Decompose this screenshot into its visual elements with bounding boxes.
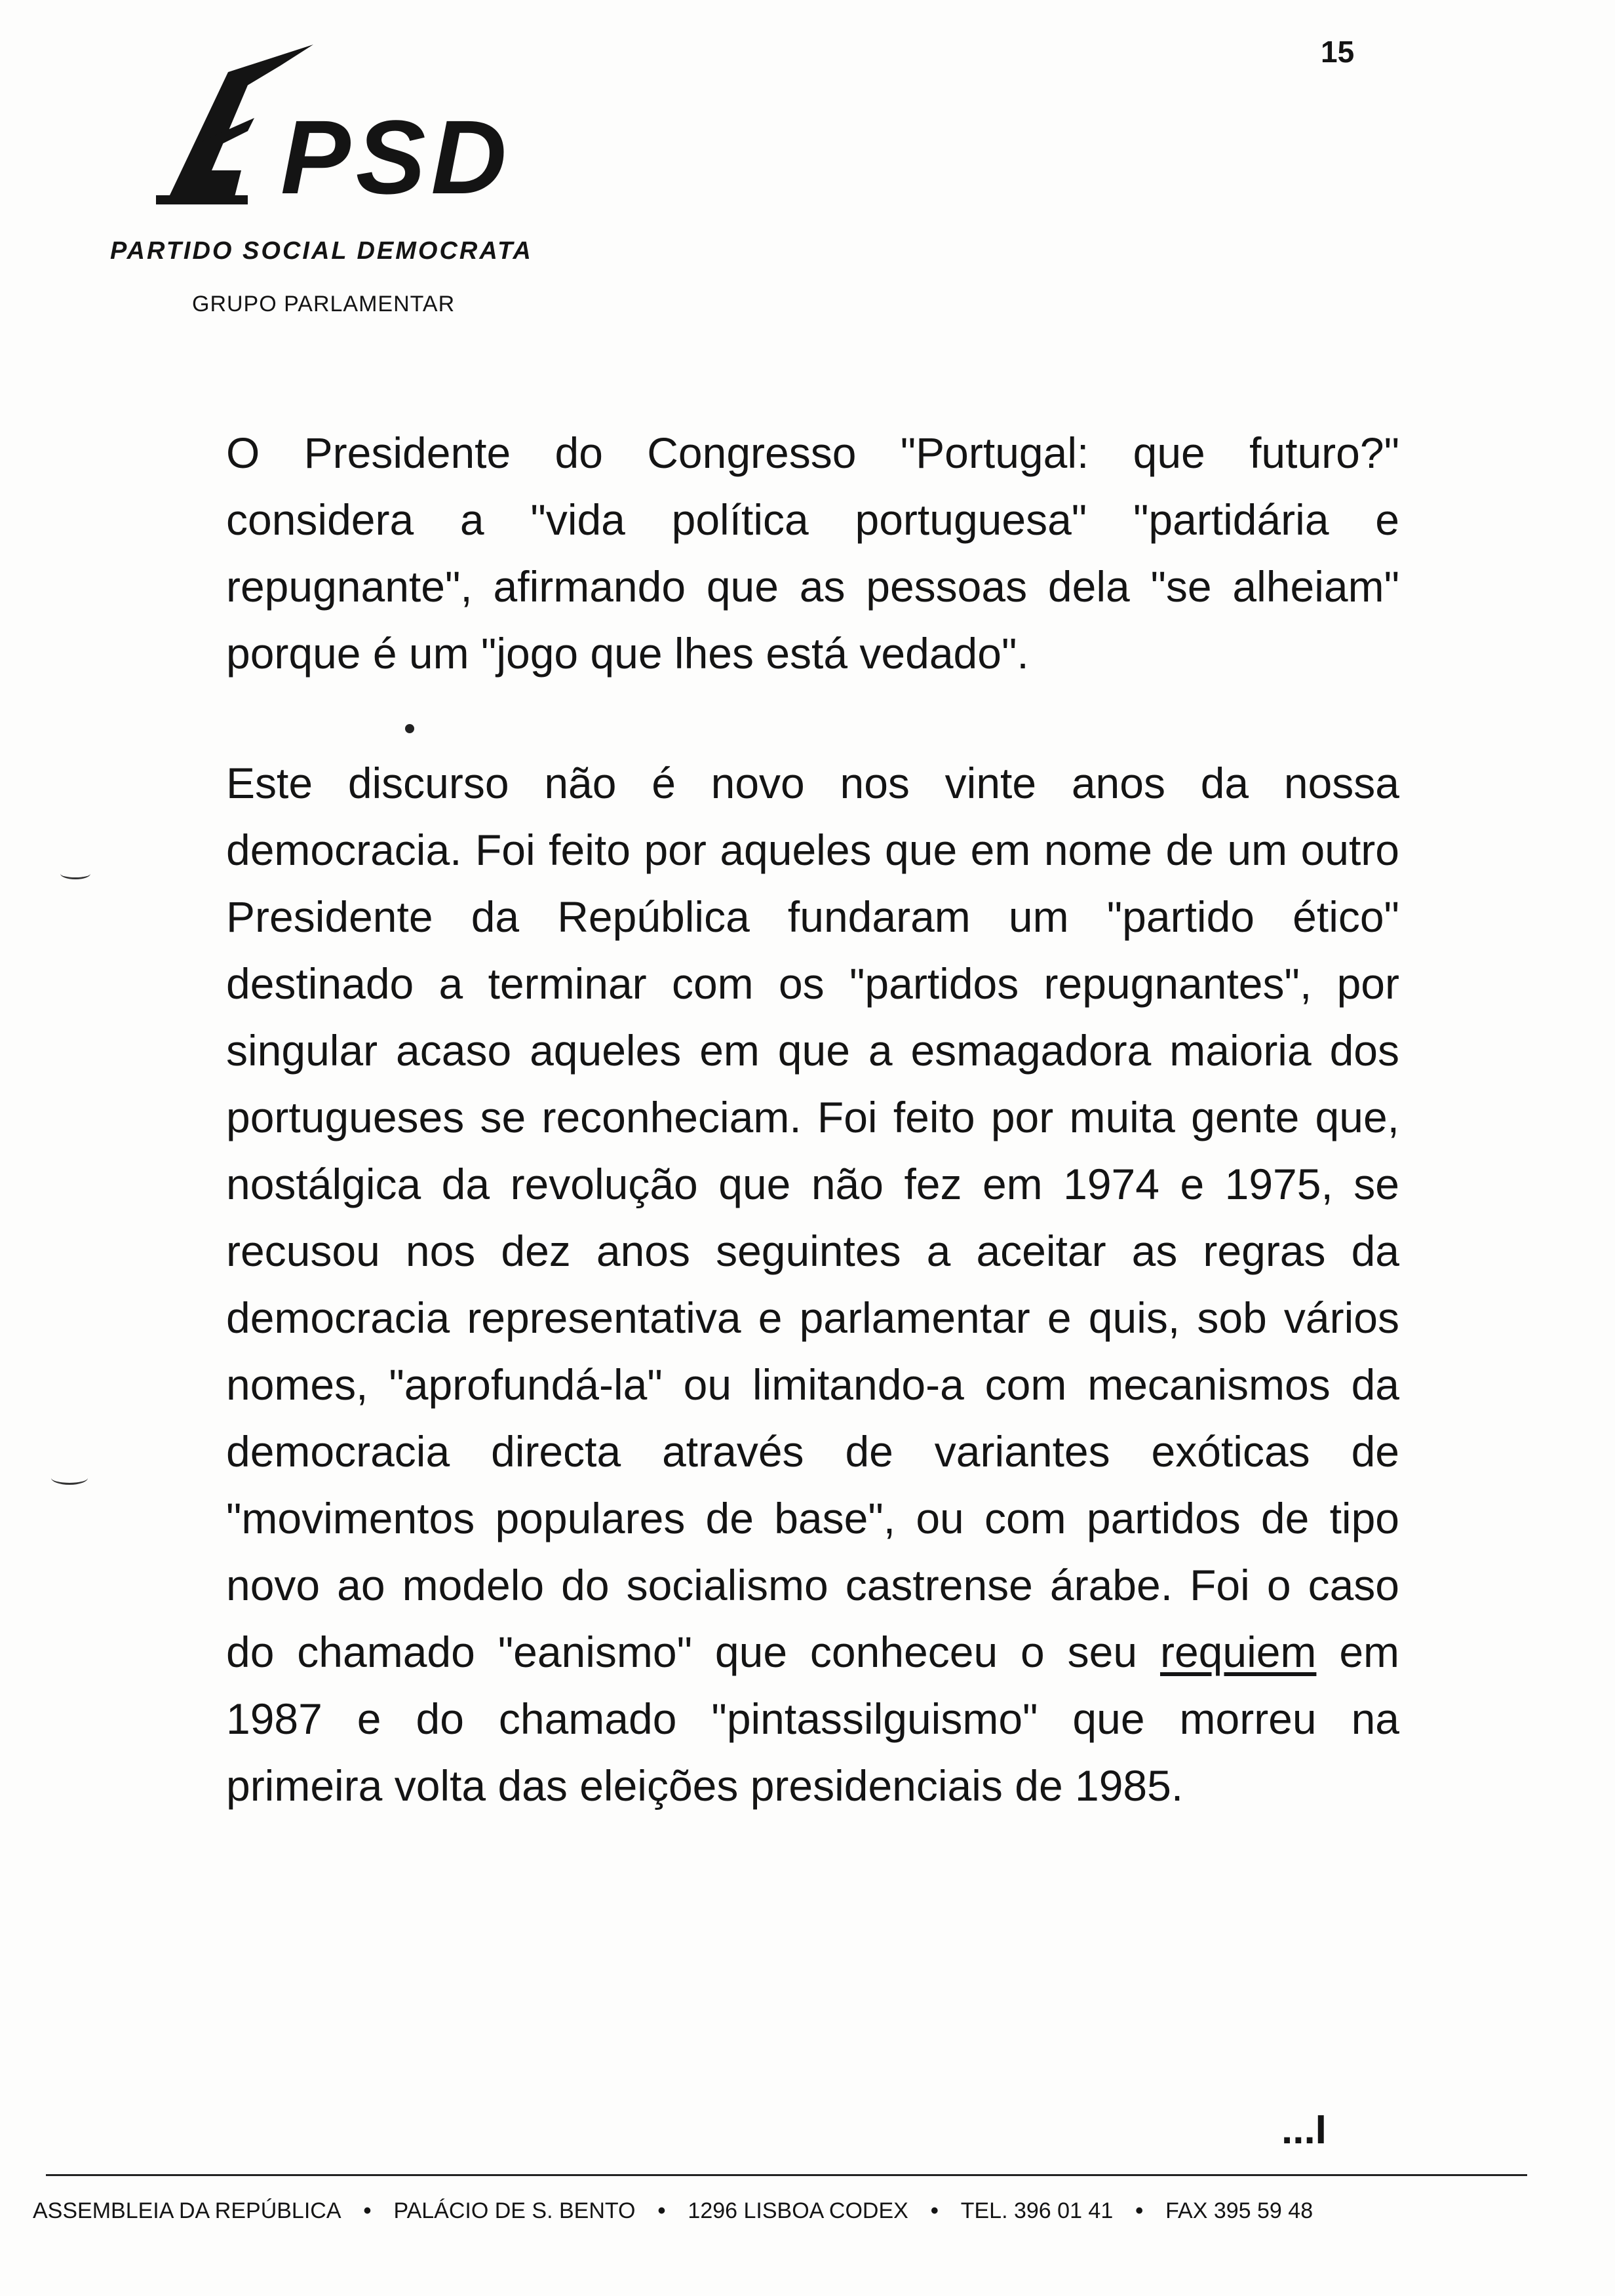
paragraph-1: O Presidente do Congresso "Portugal: que futuro?" considera a "vida política portuguesa" "partidária e repugnante", afirmando que as pessoas dela "se alheiam" porque é um "jogo que lhes está vedado". (226, 429, 1399, 678)
underlined-word: requiem (1159, 1628, 1317, 1676)
letter-body (226, 419, 1399, 1819)
logo-wordmark: PSD (281, 98, 512, 216)
ink-dot-mark (405, 724, 414, 733)
footer-phone: TEL. 396 01 41 (960, 2198, 1114, 2223)
footer-separator: • (363, 2198, 372, 2223)
paragraph-2-text-start: Este discurso não é novo nos vinte anos da nossa democracia. Foi feito por aqueles que em nome de um outro Presidente da República fundaram um "partido ético" destinado a terminar com os "partidos repugnantes", por singular acaso aqueles em que a esmagadora maioria dos portugueses se reconheciam. Foi feito por muita gente que, nostálgica da revolução que não fez em 1974 e 1975, se recusou nos dez anos seguintes a aceitar as regras da democracia representativa e parlamentar e quis, sob vários nomes, "aprofundá-la" ou limitando-a com mecanismos da democracia directa através de variantes exóticas de "movimentos populares de base", ou com partidos de tipo novo ao modelo do socialismo castrense árabe. Foi o caso do chamado "eanismo" que conheceu o seu (226, 759, 1399, 1676)
footer-separator: • (657, 2198, 666, 2223)
psd-logo (110, 39, 608, 328)
party-name: PARTIDO SOCIAL DEMOCRATA (110, 237, 533, 265)
margin-mark (51, 1471, 88, 1485)
footer-separator: • (1135, 2198, 1144, 2223)
footer-fax: FAX 395 59 48 (1165, 2198, 1313, 2223)
paragraph-2 (226, 750, 1399, 1819)
page-number: 15 (1321, 35, 1355, 69)
footer-palace: PALÁCIO DE S. BENTO (393, 2198, 636, 2223)
footer-postal: 1296 LISBOA CODEX (688, 2198, 908, 2223)
footer-divider (46, 2174, 1527, 2176)
footer-assembly: ASSEMBLEIA DA REPÚBLICA (33, 2198, 341, 2223)
parliamentary-group-name: GRUPO PARLAMENTAR (192, 292, 456, 316)
margin-mark (60, 868, 90, 879)
footer-address (33, 2198, 1534, 2224)
paragraph-2-text-end: em 1987 e do chamado "pintassilguismo" que morreu na primeira volta das eleições presidenciais de 1985. (226, 1628, 1399, 1810)
continuation-mark: ...I (1281, 2107, 1327, 2152)
footer-separator: • (930, 2198, 939, 2223)
